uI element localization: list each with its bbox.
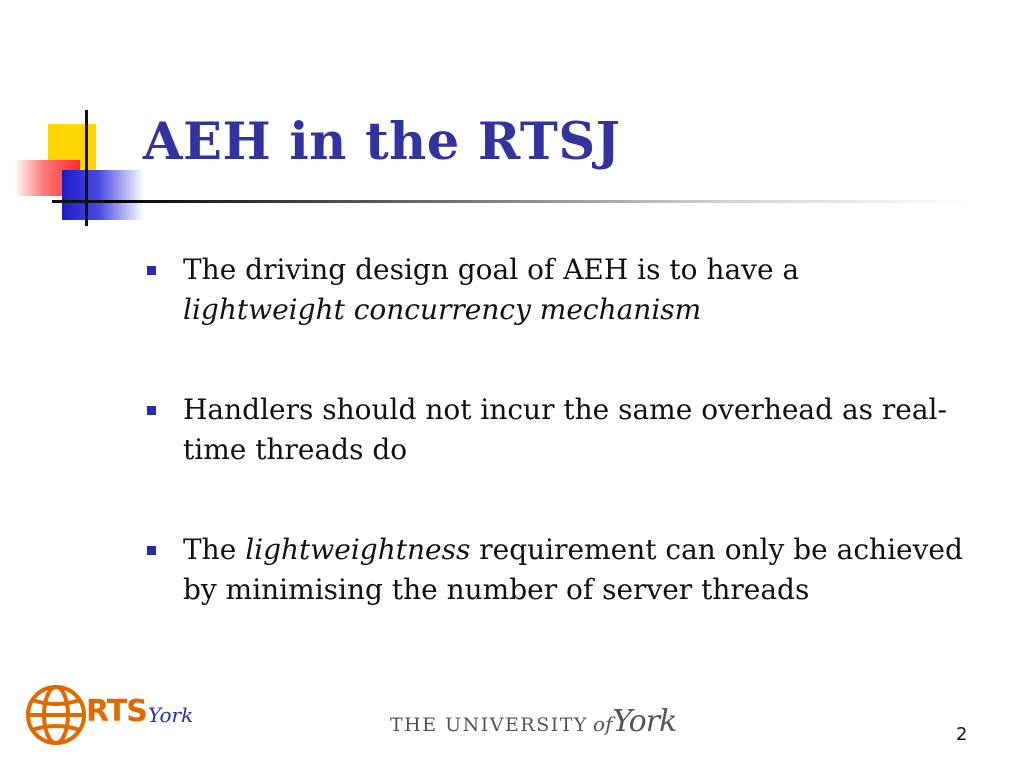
bullet-text: requirement can only be achieved by minimising the number of server threads [183, 533, 963, 606]
horizontal-rule-short [52, 200, 104, 203]
vertical-rule [85, 110, 88, 226]
bullet-item-3 [143, 530, 1003, 610]
bullet-square-icon [147, 546, 156, 555]
university-logo-text: THE UNIVERSITY [390, 714, 588, 736]
university-of-york-logo [390, 704, 676, 739]
bullet-square-icon [147, 406, 156, 415]
bullet-list [143, 250, 1003, 610]
blue-gradient-block [62, 170, 144, 220]
bullet-item-2 [143, 390, 1003, 470]
bullet-text: Handlers should not incur the same overhead as real-time threads do [183, 393, 947, 466]
university-logo-york: York [612, 704, 677, 739]
bullet-text: The [183, 533, 246, 566]
university-logo-of: of [593, 712, 613, 736]
title-underline [104, 200, 974, 203]
bullet-square-icon [147, 266, 156, 275]
rts-logo-text: RTS [86, 694, 147, 729]
slide-title: AEH in the RTSJ [143, 112, 621, 172]
page-number: 2 [956, 724, 968, 745]
decorative-corner-blocks [0, 0, 160, 240]
bullet-item-1 [143, 250, 1003, 330]
bullet-text: The driving design goal of AEH is to have a [183, 253, 800, 286]
rts-logo-subtext: York [148, 703, 194, 727]
bullet-italic-text: lightweight concurrency mechanism [183, 293, 702, 326]
bullet-italic-text: lightweightness [245, 533, 471, 566]
